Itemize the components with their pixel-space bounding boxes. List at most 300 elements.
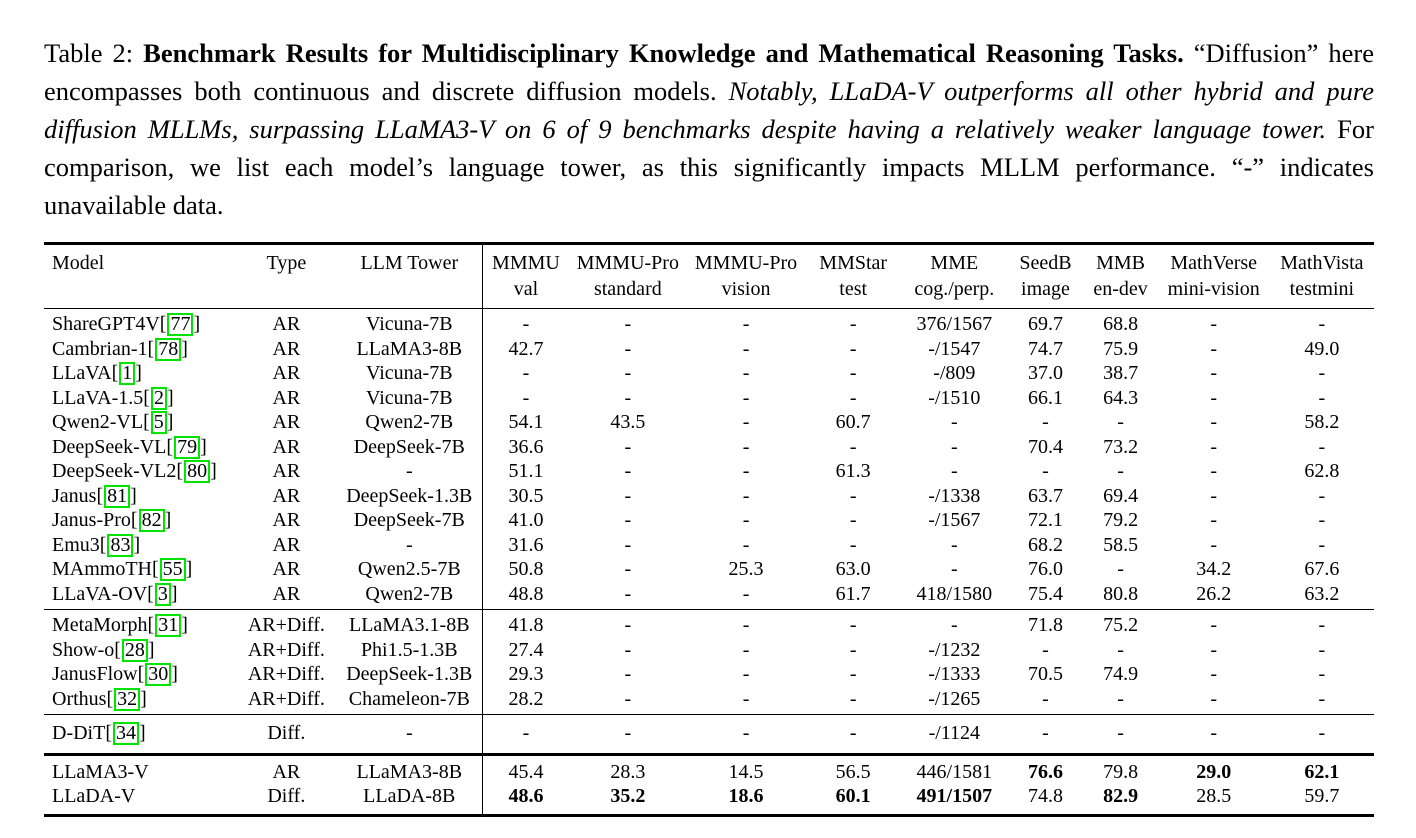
table-row [44,715,1374,755]
cell-value: -/1338 [928,484,981,507]
cell-type: AR [272,435,301,458]
cell-value: - [1117,558,1124,580]
cell-llm-tower: DeepSeek-1.3B [336,662,482,687]
cell-model: DeepSeek-VL2[ 80 ] [52,460,217,482]
cell-type: AR [272,386,301,409]
table-row [44,662,1374,687]
citation-link[interactable]: 30 [145,663,171,686]
cell-value: 67.6 [1304,558,1340,580]
cell-value: - [849,509,857,531]
cell-value: - [624,435,632,458]
cell-value: 69.7 [1027,313,1063,335]
cell-llm-tower: DeepSeek-7B [336,435,482,460]
cell-model: LLaVA-OV[ 3 ] [52,582,178,605]
cell-value: - [1117,638,1124,661]
cell-value: 69.4 [1103,484,1139,507]
cell-type: AR [272,337,301,360]
cell-value: - [1042,460,1049,482]
cell-value: - [624,460,632,482]
cell-value: -/1333 [928,663,981,685]
column-header [901,244,1007,309]
cell-type: AR [272,362,301,384]
cell-model: MetaMorph[ 31 ] [44,610,236,638]
cell-value: - [1117,687,1124,710]
cell-value: - [1042,638,1049,661]
column-header-line2: mini-vision [1167,278,1260,300]
cell-value: 30.5 [508,484,544,507]
citation-link[interactable]: 3 [155,583,171,606]
cell-llm-tower: - [336,459,482,484]
column-header [805,244,901,309]
column-header-line1: MMB [1096,252,1146,274]
cell-value: 38.7 [1103,362,1139,384]
cell-value: - [1318,435,1326,458]
cell-value: - [522,386,530,409]
cell-value: 34.2 [1196,558,1232,580]
cell-model: Emu3[ 83 ] [52,533,141,556]
cell-value: - [1117,460,1124,482]
cell-value: -/1510 [928,386,981,409]
cell-value: - [1042,687,1049,710]
cell-value: - [624,638,632,661]
table-row [44,337,1374,362]
citation-link[interactable]: 2 [151,387,167,410]
cell-value: 25.3 [728,558,764,580]
cell-value: - [742,582,750,605]
citation-link[interactable]: 55 [160,558,186,581]
cell-value: - [1007,715,1083,755]
table-row [44,386,1374,411]
cell-value: - [742,509,750,531]
cell-model: Orthus[ 32 ] [52,687,147,710]
citation-link[interactable]: 77 [167,313,193,336]
column-header [1158,244,1270,309]
cell-value: - [1210,687,1218,710]
column-header-line1: MathVerse [1170,252,1258,274]
cell-value: 76.6 [1007,754,1083,784]
column-header-line2: vision [721,278,771,300]
cell-value: 29.3 [508,663,544,685]
cell-value: - [1042,411,1049,433]
cell-model: Janus[ 81 ] [52,484,137,507]
cell-value: 27.4 [508,638,544,661]
cell-value: - [1270,610,1374,638]
column-header [44,244,236,309]
cell-value: - [1210,411,1218,433]
cell-value: 74.7 [1027,337,1063,360]
cell-value: 68.8 [1103,313,1139,335]
cell-llm-tower: Vicuna-7B [336,309,482,337]
column-header-line1: MMMU-Pro [694,252,798,274]
cell-model: Show-o[ 28 ] [52,638,155,661]
cell-value: -/1567 [928,509,981,531]
cell-type: AR+Diff. [247,638,325,661]
cell-value: - [687,715,805,755]
cell-type: AR [272,484,301,507]
cell-value: - [1210,337,1218,360]
citation-link[interactable]: 34 [113,722,139,745]
cell-value: 62.1 [1270,754,1374,784]
table-row [44,508,1374,533]
cell-value: 45.4 [483,754,569,784]
column-header-line2: cog./perp. [914,278,995,300]
cell-llm-tower: Phi1.5-1.3B [336,638,482,663]
cell-value: - [687,610,805,638]
cell-value: - [1318,638,1326,661]
cell-value: 28.3 [569,754,687,784]
cell-model: Cambrian-1[ 78 ] [52,337,188,360]
cell-value: - [483,715,569,755]
cell-value: 74.8 [1027,785,1063,807]
caption-segment: “Diffusion” here encompasses both continuous and discrete diffusion models. [44,38,1374,106]
cell-value: - [569,610,687,638]
cell-value: - [1210,386,1218,409]
cell-type: AR [272,582,301,605]
cell-value: - [1318,663,1326,685]
cell-type: AR+Diff. [236,610,336,638]
table-caption [44,34,1374,224]
cell-value: - [849,362,857,384]
column-header [1270,244,1374,309]
cell-value: - [1084,715,1158,755]
cell-value: - [742,362,750,384]
cell-model: D-DiT[ 34 ] [44,715,236,755]
cell-value: - [1318,509,1326,531]
column-header [236,244,336,309]
cell-type: AR [272,558,301,580]
cell-value: - [1210,362,1218,384]
cell-value: 42.7 [508,337,544,360]
cell-value: - [1210,484,1218,507]
cell-type: AR [272,460,301,482]
cell-value: 66.1 [1027,386,1063,409]
table-row [44,533,1374,558]
cell-value: - [624,337,632,360]
cell-value: - [849,663,857,685]
cell-value: - [569,715,687,755]
row-group [44,754,1374,815]
cell-value: 36.6 [508,435,544,458]
cell-model: LLaMA3-V [44,754,236,784]
cell-value: 31.6 [508,533,544,556]
cell-value: - [1210,663,1218,685]
cell-model: LLaVA-1.5[ 2 ] [52,386,174,409]
cell-value: - [624,362,632,384]
cell-value: 48.8 [508,582,544,605]
table-row [44,754,1374,784]
cell-value: - [624,386,632,409]
cell-value: - [624,484,632,507]
cell-value: 376/1567 [916,313,993,335]
citation-link[interactable]: 32 [114,688,140,711]
cell-value: - [742,687,750,710]
cell-value: - [1318,386,1326,409]
cell-model: LLaDA-V [52,785,136,807]
cell-value: 60.7 [835,411,871,433]
cell-value: - [849,638,857,661]
cell-value: -/1265 [928,687,981,710]
cell-value: - [624,582,632,605]
cell-value: - [849,313,857,335]
cell-value: - [950,533,958,556]
cell-llm-tower: - [336,715,482,755]
column-header [1084,244,1158,309]
cell-value: 28.2 [508,687,544,710]
cell-value: 79.2 [1103,509,1139,531]
table-row [44,582,1374,610]
cell-value: - [522,313,530,335]
column-header [687,244,805,309]
cell-value: -/1232 [928,638,981,661]
cell-type: AR [236,754,336,784]
citation-link[interactable]: 78 [155,338,181,361]
column-header-line1: Model [52,252,105,274]
table-row [44,410,1374,435]
cell-value: - [901,610,1007,638]
cell-value: 37.0 [1027,362,1063,384]
row-group [44,309,1374,610]
cell-value: 75.9 [1103,337,1139,360]
cell-value: -/809 [933,362,976,384]
cell-value: 64.3 [1103,386,1139,409]
cell-value: - [1210,509,1218,531]
cell-llm-tower: Qwen2-7B [336,582,482,610]
benchmark-table-wrap [44,242,1374,817]
table-row [44,309,1374,337]
cell-llm-tower: Qwen2.5-7B [336,557,482,582]
cell-value: 75.2 [1084,610,1158,638]
cell-value: - [624,663,632,685]
table-row [44,610,1374,638]
cell-value: 63.2 [1304,582,1340,605]
citation-link[interactable]: 81 [104,485,130,508]
table-row [44,784,1374,815]
cell-value: 491/1507 [916,785,993,807]
cell-value: - [849,484,857,507]
caption-segment: Notably, LLaDA-V outperforms all other hybrid and pure diffusion MLLMs, surpassing LLaMA3-V on 6 of 9 benchmarks despite having a relatively weaker language tower. [44,76,1374,144]
cell-value: 68.2 [1027,533,1063,556]
cell-value: 62.8 [1304,460,1340,482]
cell-value: 82.9 [1103,785,1139,807]
column-header [1007,244,1083,309]
citation-link[interactable]: 1 [119,362,135,385]
cell-value: 58.2 [1304,411,1340,433]
cell-value: - [950,460,958,482]
cell-value: - [1158,610,1270,638]
cell-value: 70.4 [1027,435,1063,458]
table-row [44,687,1374,715]
cell-value: 63.0 [835,558,871,580]
cell-type: AR+Diff. [247,687,325,710]
cell-value: 61.7 [835,582,871,605]
cell-value: - [1210,460,1218,482]
cell-value: - [950,558,958,580]
column-header [569,244,687,309]
column-header-line1: Type [266,252,307,274]
cell-value: - [742,337,750,360]
column-header-line2: test [839,278,868,300]
cell-value: 446/1581 [901,754,1007,784]
cell-value: 28.5 [1196,785,1232,807]
cell-llm-tower: Vicuna-7B [336,386,482,411]
cell-type: AR+Diff. [247,663,325,685]
cell-value: 58.5 [1103,533,1139,556]
cell-value: 48.6 [508,785,544,807]
cell-value: - [849,337,857,360]
table-row [44,484,1374,509]
column-header-line1: SeedB [1019,252,1072,274]
cell-value: 59.7 [1304,785,1340,807]
row-group [44,610,1374,715]
cell-llm-tower: Chameleon-7B [336,687,482,715]
cell-value: 41.0 [508,509,544,531]
cell-value: 418/1580 [916,582,993,605]
caption-segment: Table 2: [44,38,144,68]
cell-model: JanusFlow[ 30 ] [52,663,178,685]
cell-value: - [805,610,901,638]
column-header-line1: LLM Tower [360,252,459,274]
cell-model: ShareGPT4V[ 77 ] [52,313,201,335]
cell-type: Diff. [267,785,306,807]
cell-type: AR [272,411,301,433]
column-header-line1: MathVista [1280,252,1364,274]
cell-value: 72.1 [1027,509,1063,531]
cell-llm-tower: DeepSeek-1.3B [336,484,482,509]
cell-value: 71.8 [1007,610,1083,638]
cell-value: - [624,509,632,531]
cell-value: - [742,533,750,556]
column-header [483,244,569,309]
citation-link[interactable]: 80 [184,460,210,483]
cell-value: - [742,435,750,458]
cell-value: - [849,386,857,409]
cell-value: 63.7 [1027,484,1063,507]
cell-value: - [1158,715,1270,755]
table-row [44,435,1374,460]
cell-type: AR [272,509,301,531]
cell-value: - [742,386,750,409]
cell-value: - [742,460,750,482]
cell-value: 18.6 [728,785,764,807]
cell-value: - [1210,533,1218,556]
cell-value: 56.5 [805,754,901,784]
cell-model: MAmmoTH[ 55 ] [52,558,193,580]
cell-value: - [1117,411,1124,433]
cell-value: 14.5 [687,754,805,784]
cell-type: AR [272,533,301,556]
cell-value: - [1270,715,1374,755]
cell-value: - [522,362,530,384]
cell-value: - [1318,313,1326,335]
row-group [44,715,1374,755]
cell-value: 60.1 [835,785,871,807]
cell-value: 73.2 [1103,435,1139,458]
cell-value: 70.5 [1027,663,1063,685]
cell-value: 26.2 [1196,582,1232,605]
cell-llm-tower: LLaMA3.1-8B [336,610,482,638]
cell-value: - [950,435,958,458]
cell-llm-tower: DeepSeek-7B [336,508,482,533]
cell-value: 50.8 [508,558,544,580]
cell-value: - [624,558,632,580]
cell-value: 75.4 [1027,582,1063,605]
cell-value: - [950,411,958,433]
table-row [44,638,1374,663]
cell-value: - [849,435,857,458]
caption-segment: For comparison, we list each model’s language tower, as this significantly impacts MLLM performance. “-” indicates unavailable data. [44,114,1374,220]
cell-value: - [624,533,632,556]
citation-link[interactable]: 28 [122,639,148,662]
cell-value: - [805,715,901,755]
cell-value: - [1318,533,1326,556]
cell-value: - [1210,313,1218,335]
cell-value: - [1210,435,1218,458]
caption-segment: Benchmark Results for Multidisciplinary Knowledge and Mathematical Reasoning Tasks. [143,38,1184,68]
cell-value: -/1124 [901,715,1007,755]
table-row [44,557,1374,582]
column-header-line1: MMMU [492,252,560,274]
citation-link[interactable]: 79 [174,436,200,459]
cell-llm-tower: - [336,533,482,558]
cell-llm-tower: LLaDA-8B [336,784,482,815]
benchmark-table [44,242,1374,817]
cell-type: Diff. [236,715,336,755]
cell-value: 80.8 [1103,582,1139,605]
cell-value: - [1318,484,1326,507]
cell-value: - [849,533,857,556]
citation-link[interactable]: 5 [151,411,167,434]
cell-value: - [849,687,857,710]
column-header-line2: standard [593,278,662,300]
cell-llm-tower: Qwen2-7B [336,410,482,435]
cell-model: Qwen2-VL[ 5 ] [52,411,174,433]
column-header-line1: MMMU-Pro [576,252,679,274]
column-header [336,244,482,309]
cell-value: 76.0 [1027,558,1063,580]
column-header-line2: testmini [1289,278,1355,300]
cell-value: - [1210,638,1218,661]
cell-value: 41.8 [483,610,569,638]
cell-value: 74.9 [1103,663,1139,685]
cell-value: - [742,313,750,335]
cell-model: LLaVA[ 1 ] [52,362,142,384]
cell-value: 35.2 [610,785,646,807]
cell-llm-tower: LLaMA3-8B [336,337,482,362]
cell-type: AR [272,313,301,335]
cell-value: 79.8 [1084,754,1158,784]
citation-link[interactable]: 31 [155,614,181,637]
column-header-line1: MMStar [819,252,888,274]
cell-llm-tower: LLaMA3-8B [336,754,482,784]
cell-value: 43.5 [610,411,646,433]
cell-value: - [624,313,632,335]
table-row [44,361,1374,386]
citation-link[interactable]: 83 [107,534,133,557]
cell-value: - [742,484,750,507]
cell-value: - [742,411,750,433]
column-header-line1: MME [930,252,979,274]
cell-value: - [1318,362,1326,384]
cell-value: - [742,663,750,685]
table-row [44,459,1374,484]
citation-link[interactable]: 82 [139,509,165,532]
cell-model: DeepSeek-VL[ 79 ] [52,435,207,458]
cell-value: 61.3 [835,460,871,482]
cell-llm-tower: Vicuna-7B [336,361,482,386]
cell-value: -/1547 [928,337,981,360]
cell-value: - [742,638,750,661]
column-header-line2: val [513,278,539,300]
